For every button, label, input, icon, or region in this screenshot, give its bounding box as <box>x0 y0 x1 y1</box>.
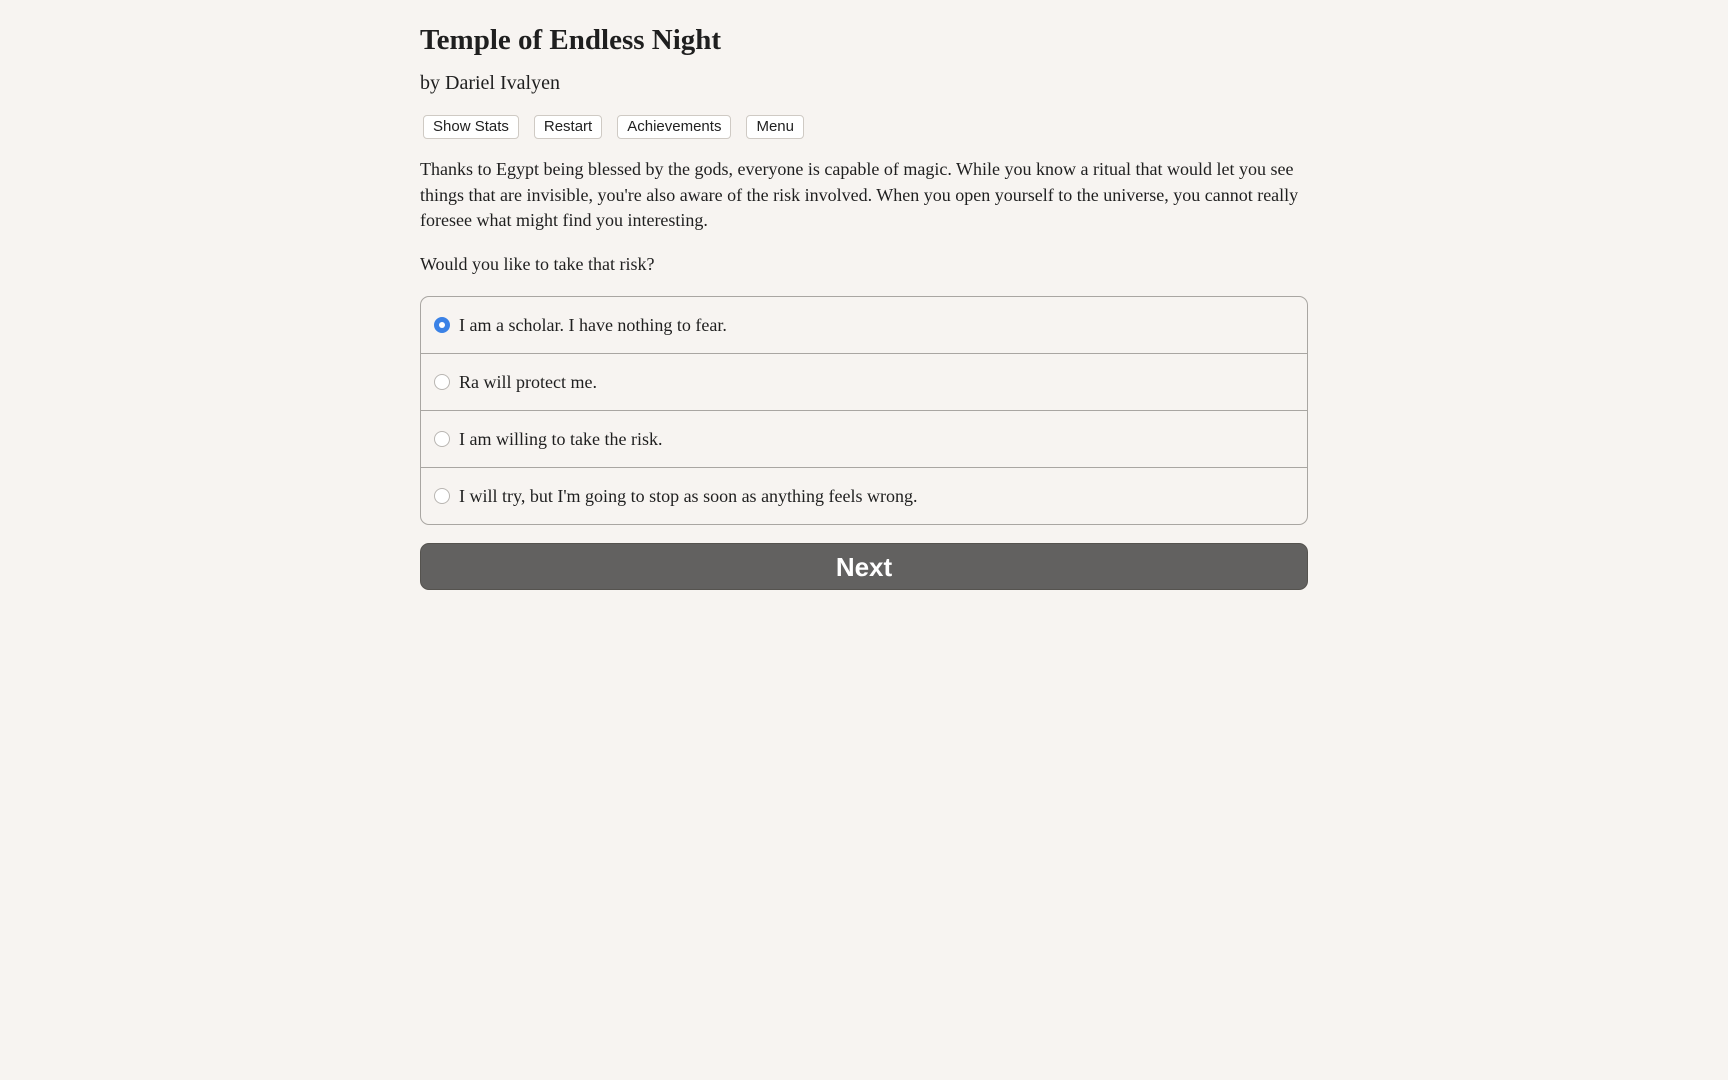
choice-list <box>420 296 1308 525</box>
choice-option[interactable] <box>421 411 1307 468</box>
menu-button[interactable]: Menu <box>746 115 804 139</box>
next-button[interactable]: Next <box>420 543 1308 590</box>
radio-selected-icon[interactable] <box>434 317 450 333</box>
choice-option[interactable] <box>421 468 1307 524</box>
show-stats-button[interactable]: Show Stats <box>423 115 519 139</box>
choice-label: I am willing to take the risk. <box>459 428 663 449</box>
game-title: Temple of Endless Night <box>420 24 722 56</box>
choice-option[interactable] <box>421 297 1307 354</box>
choice-label: I am a scholar. I have nothing to fear. <box>459 314 727 335</box>
radio-unselected-icon[interactable] <box>434 374 450 390</box>
story-paragraph: Thanks to Egypt being blessed by the gods, everyone is capable of magic. While you know a ritual that would let you see things that are invisible, you're also aware of the risk involved. When you open yourself to the universe, you cannot really foresee what might find you interesting. <box>420 159 1299 230</box>
choice-label: I will try, but I'm going to stop as soon as anything feels wrong. <box>459 485 918 506</box>
choice-option[interactable] <box>421 354 1307 411</box>
toolbar <box>423 115 804 139</box>
radio-unselected-icon[interactable] <box>434 488 450 504</box>
achievements-button[interactable]: Achievements <box>617 115 731 139</box>
story-question: Would you like to take that risk? <box>420 254 655 274</box>
radio-unselected-icon[interactable] <box>434 431 450 447</box>
restart-button[interactable]: Restart <box>534 115 602 139</box>
game-author: by Dariel Ivalyen <box>420 72 560 94</box>
choice-label: Ra will protect me. <box>459 371 597 392</box>
